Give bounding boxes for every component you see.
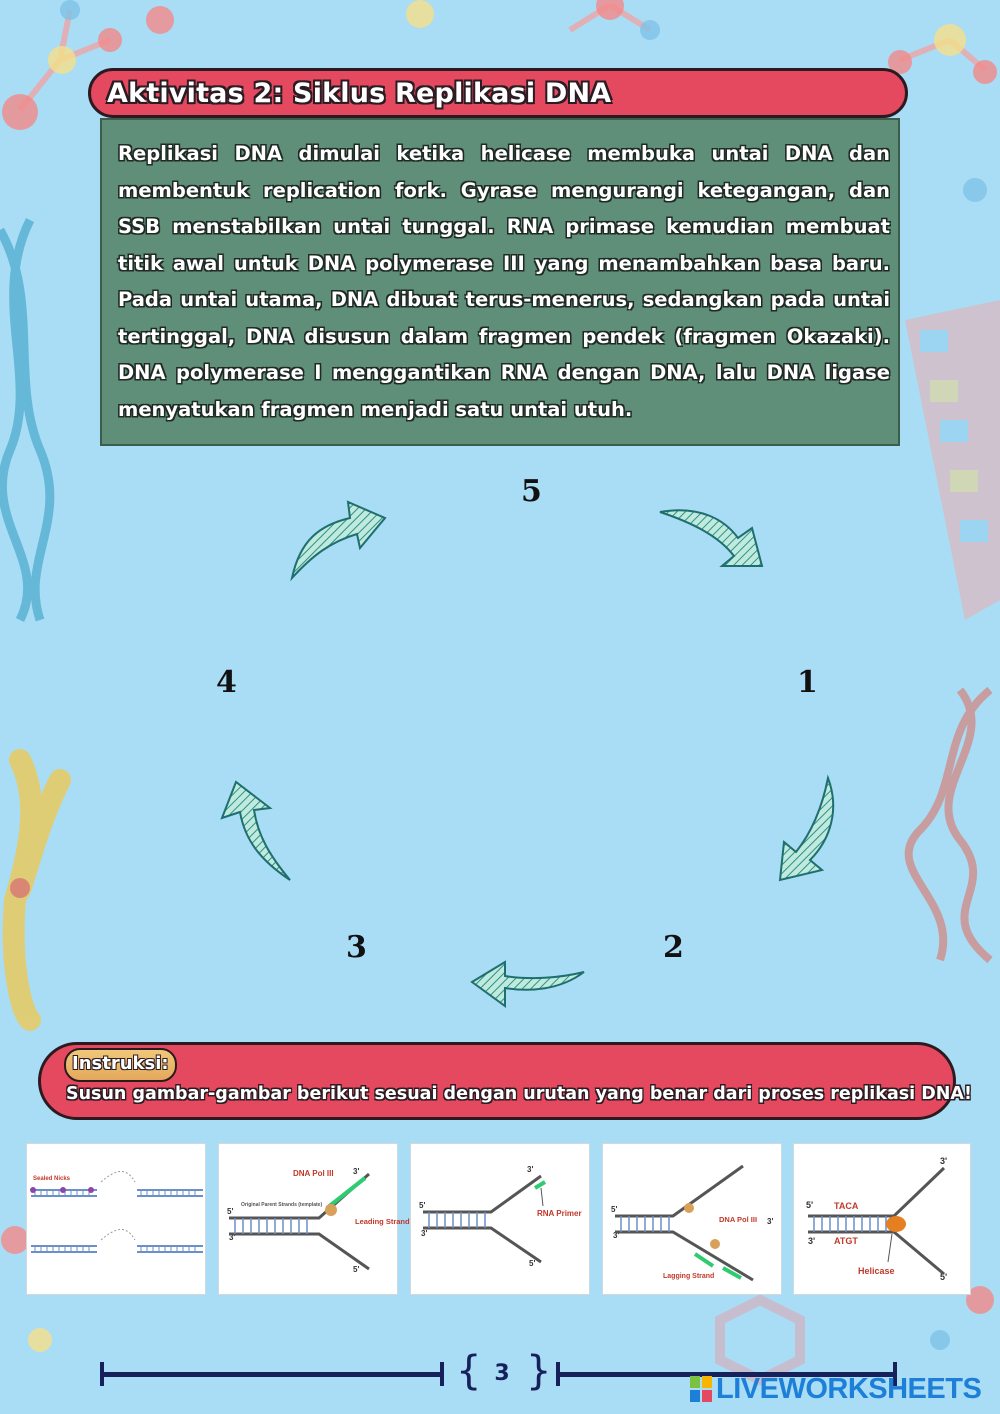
helicase-3prime-b: 3' (808, 1236, 816, 1246)
footer-line-left (100, 1372, 444, 1377)
cycle-slot-4-label: 4 (216, 665, 237, 700)
card-helicase-image[interactable] (793, 1143, 971, 1295)
cycle-slot-2-label: 2 (663, 930, 684, 965)
rna-primer-label: RNA Primer (537, 1209, 582, 1218)
lagging-5prime-a: 5' (611, 1205, 618, 1214)
parent-strands-label: Original Parent Strands (template) (241, 1202, 323, 1208)
footer-cap-mid-left (440, 1362, 444, 1386)
lagging-3prime-b: 3' (613, 1231, 620, 1240)
sealed-nicks-label: Sealed Nicks (33, 1176, 71, 1182)
cycle-slot-1-label: 1 (797, 665, 818, 700)
primer-5prime-b: 5' (529, 1259, 536, 1268)
leading-3prime-a: 3' (353, 1167, 360, 1176)
lagging-dna-pol-label: DNA Pol III (719, 1215, 758, 1224)
right-brace-icon: } (526, 1348, 552, 1394)
leading-3prime-b: 3' (229, 1233, 236, 1242)
dna-pol-iii-label: DNA Pol III (293, 1169, 334, 1178)
instruction-bar (38, 1042, 956, 1120)
seq-top-label: TACA (834, 1201, 859, 1211)
arrow-2-to-3-icon (472, 962, 584, 1006)
liveworksheets-logo-icon (690, 1376, 712, 1402)
instruction-text: Susun gambar-gambar berikut sesuai dengan urutan yang benar dari proses replikasi DNA! (66, 1084, 972, 1104)
card-ligase-image[interactable] (26, 1143, 206, 1295)
leading-5prime-b: 5' (353, 1265, 360, 1274)
card-lagging-strand-image[interactable] (602, 1143, 782, 1295)
cycle-slot-5-label: 5 (521, 474, 542, 509)
left-brace-icon: { (456, 1348, 482, 1394)
helicase-5prime-a: 5' (806, 1200, 814, 1210)
description-text: Replikasi DNA dimulai ketika helicase membuka untai DNA dan membentuk replication fork. Gyrase mengurangi ketegangan, dan SSB menstabilkan untai tunggal. RNA primase kemudian membuat titik awal untuk DNA polymerase III yang menambahkan basa baru. Pada untai utama, DNA dibuat terus-menerus, sedangkan pada untai tertinggal, DNA disusun dalam fragmen pendek (fragmen Okazaki). DNA polymerase I menggantikan RNA dengan DNA, lalu DNA ligase menyatukan fragmen menjadi satu untai utuh. (118, 142, 890, 421)
helicase-3prime-a: 3' (940, 1156, 948, 1166)
arrow-3-to-4-icon (222, 782, 290, 880)
page-number: 3 (494, 1361, 510, 1386)
primer-3prime-b: 3' (421, 1229, 428, 1238)
primer-5prime-a: 5' (419, 1201, 426, 1210)
arrow-5-to-1-icon (660, 510, 762, 566)
helicase-label: Helicase (858, 1266, 895, 1276)
card-leading-strand-image[interactable] (218, 1143, 410, 1295)
primer-3prime-a: 3' (527, 1165, 534, 1174)
footer-cap-left (100, 1362, 104, 1386)
arrow-4-to-5-icon (292, 502, 385, 578)
card-rna-primer-image[interactable] (410, 1143, 590, 1295)
leading-5prime-a: 5' (227, 1207, 234, 1216)
seq-bottom-label: ATGT (834, 1236, 858, 1246)
instruction-label: Instruksi: (64, 1048, 177, 1082)
page-title: Aktivitas 2: Siklus Replikasi DNA (107, 78, 612, 109)
arrow-1-to-2-icon (780, 778, 833, 880)
lagging-strand-label: Lagging Strand (663, 1273, 715, 1280)
leading-strand-label: Leading Strand (355, 1217, 410, 1226)
footer-cap-mid-right (556, 1362, 560, 1386)
brand-name[interactable]: LIVEWORKSHEETS (716, 1373, 982, 1405)
cycle-slot-3-label: 3 (346, 930, 367, 965)
helicase-5prime-c: 5' (940, 1272, 948, 1282)
lagging-3prime-a: 3' (767, 1217, 774, 1226)
